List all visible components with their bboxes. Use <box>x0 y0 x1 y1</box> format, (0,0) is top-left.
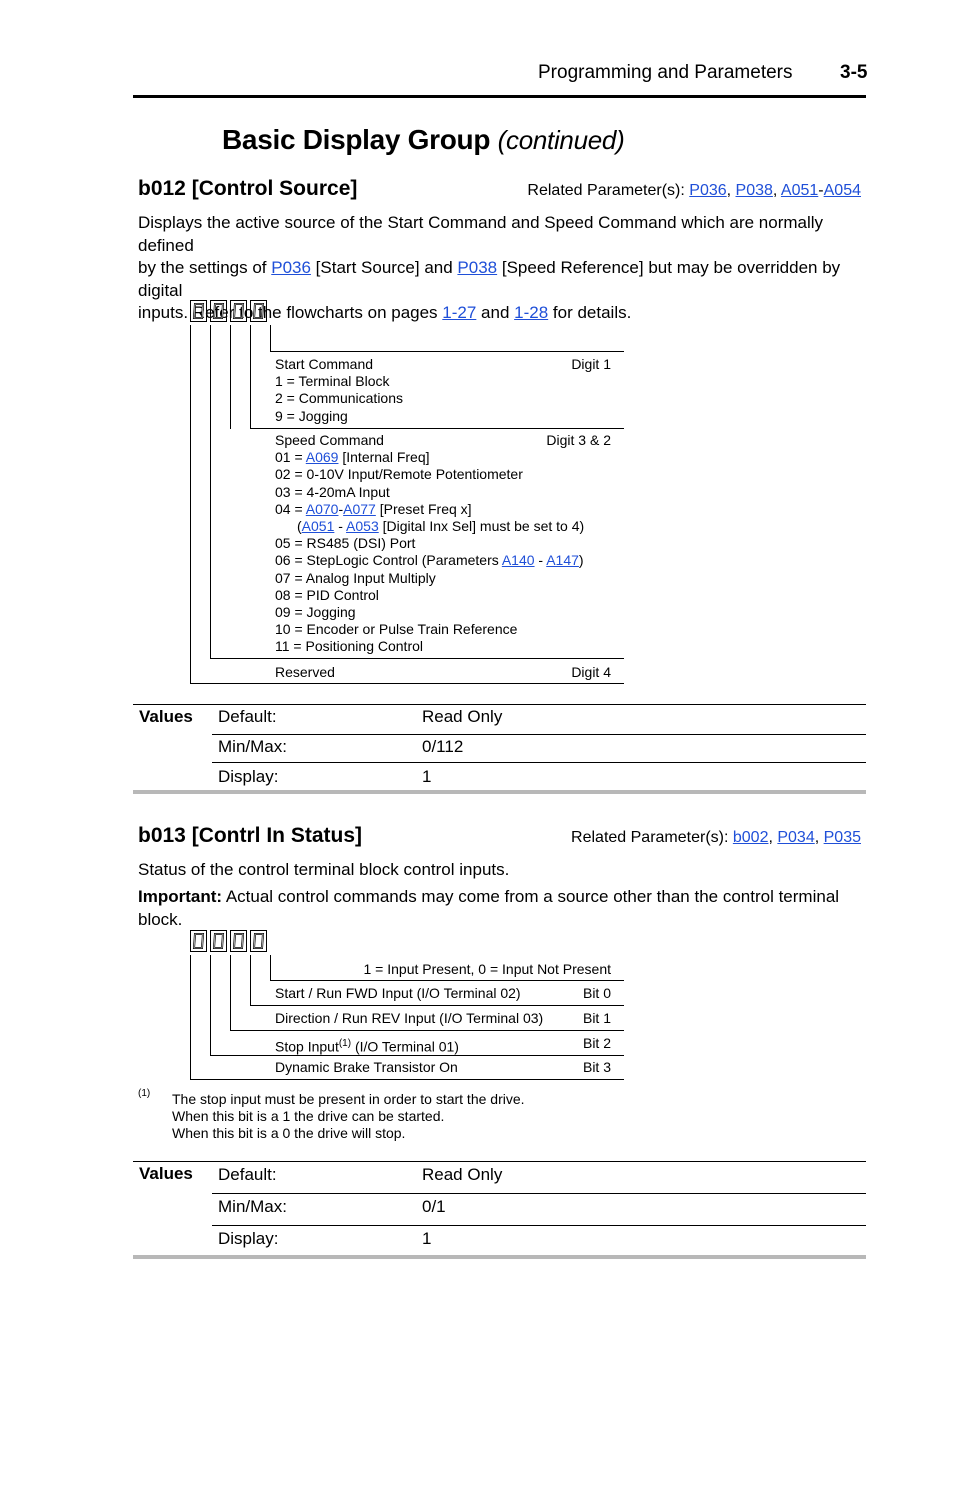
footnote-ref: (1) <box>338 1038 352 1049</box>
list-item: 01 = A069 [Internal Freq] <box>275 449 430 466</box>
lcd-digit <box>210 930 227 952</box>
values-value: 0/112 <box>422 737 464 756</box>
list-item: 05 = RS485 (DSI) Port <box>275 535 416 552</box>
values-key: Min/Max: <box>218 737 287 756</box>
bit-number: Bit 2 <box>582 1035 611 1051</box>
bit-label: Stop Input$^{(1)}$ (I/O Terminal 01) <box>275 1038 459 1055</box>
footnote <box>172 1091 525 1143</box>
list-item: 04 = A070-A077 [Preset Freq x] <box>275 500 472 517</box>
digit-label: Digit 3 & 2 <box>546 432 611 448</box>
lcd-digit <box>250 300 267 322</box>
bit-row <box>275 1010 611 1027</box>
bit-row <box>275 1035 611 1056</box>
b013-description: Status of the control terminal block control inputs. <box>138 860 510 879</box>
speed-command-block <box>275 432 611 656</box>
list-item: 08 = PID Control <box>275 586 379 603</box>
speed-command-header: Speed Command <box>275 432 384 448</box>
link-a069[interactable]: A069 <box>305 449 339 466</box>
bit-number: Bit 1 <box>582 1010 611 1026</box>
b013-important <box>138 886 868 931</box>
list-item: 11 = Positioning Control <box>275 638 423 655</box>
lcd-digit <box>190 930 207 952</box>
table-bottom-rule <box>133 790 866 794</box>
link-page-1-27[interactable]: 1-27 <box>442 303 477 322</box>
b012-related: Related Parameter(s): P036, P038, A051-A054 <box>527 182 861 199</box>
digit-label: Digit 1 <box>571 356 611 372</box>
b013-title: b013 [Contrl In Status] <box>138 824 363 847</box>
values-label: Values <box>139 1164 193 1183</box>
link-a054[interactable]: A054 <box>823 182 861 199</box>
list-item: 02 = 0-10V Input/Remote Potentiometer <box>275 466 523 483</box>
footnote-mark: (1) <box>138 1088 151 1099</box>
b012-values-table <box>133 704 866 794</box>
values-value: 1 <box>422 1229 432 1248</box>
header-section: Programming and Parameters <box>538 62 793 83</box>
lcd-digit <box>210 300 227 322</box>
link-page-1-28[interactable]: 1-28 <box>514 303 549 322</box>
link-p036[interactable]: P036 <box>689 182 727 199</box>
link-a051[interactable]: A051 <box>780 182 819 199</box>
header-rule <box>133 95 866 98</box>
list-item: 09 = Jogging <box>275 604 356 621</box>
values-key: Min/Max: <box>218 1197 287 1216</box>
link-a147[interactable]: A147 <box>546 552 579 569</box>
b013-values-table <box>133 1161 866 1259</box>
important-label: Important: <box>138 887 223 906</box>
desc-line: by the settings of P036 [Start Source] and P038 [Speed Reference] but may be overridden by digital <box>138 258 841 300</box>
start-command-header: Start Command <box>275 356 374 372</box>
link-p036[interactable]: P036 <box>271 258 311 277</box>
desc-line: inputs. Refer to the flowcharts on pages 1-27 and 1-28 for details. <box>138 303 632 322</box>
page-number: 3-5 <box>840 62 868 83</box>
list-item: 1 = Terminal Block <box>275 373 390 390</box>
bit-label: Start / Run FWD Input (I/O Terminal 02) <box>275 985 521 1001</box>
link-a051[interactable]: A051 <box>301 518 335 535</box>
footnote-line: The stop input must be present in order to start the drive. <box>172 1091 525 1107</box>
link-p035[interactable]: P035 <box>823 829 861 846</box>
link-p038[interactable]: P038 <box>735 182 773 199</box>
footnote-line: When this bit is a 0 the drive will stop. <box>172 1125 406 1142</box>
link-a053[interactable]: A053 <box>346 518 379 535</box>
lcd-digit <box>230 300 247 322</box>
link-a140[interactable]: A140 <box>501 552 535 569</box>
list-item: 10 = Encoder or Pulse Train Reference <box>275 621 518 638</box>
list-item: 2 = Communications <box>275 390 404 407</box>
link-p034[interactable]: P034 <box>777 829 815 846</box>
title-continued: (continued) <box>497 125 625 155</box>
list-item: 07 = Analog Input Multiply <box>275 569 436 586</box>
values-value: 0/1 <box>422 1197 446 1216</box>
bit-row <box>275 1059 611 1076</box>
lcd-digit <box>230 930 247 952</box>
related-label: Related Parameter(s): <box>571 829 729 846</box>
reserved-label: Reserved <box>275 664 335 680</box>
bit-row <box>275 985 611 1002</box>
page-title <box>222 124 624 156</box>
values-label: Values <box>139 707 193 726</box>
link-a077[interactable]: A077 <box>343 500 376 517</box>
values-value: Read Only <box>422 707 503 726</box>
bit-number: Bit 3 <box>582 1059 611 1075</box>
values-key: Default: <box>218 707 277 726</box>
important-text: Actual control commands may come from a source other than the control terminal block. <box>138 887 840 929</box>
list-item: 9 = Jogging <box>275 407 348 424</box>
values-key: Default: <box>218 1165 277 1184</box>
values-key: Display: <box>218 767 279 786</box>
footnote-line: When this bit is a 1 the drive can be started. <box>172 1108 445 1125</box>
lcd-digit <box>250 930 267 952</box>
values-value: 1 <box>422 767 432 786</box>
b012-title: b012 [Control Source] <box>138 177 358 200</box>
link-a070[interactable]: A070 <box>305 500 339 517</box>
digit-label: Digit 4 <box>571 664 611 680</box>
title-main: Basic Display Group <box>222 124 491 155</box>
link-p038[interactable]: P038 <box>457 258 498 277</box>
start-command-block <box>275 356 611 425</box>
list-item: 03 = 4-20mA Input <box>275 483 390 500</box>
b012-description <box>138 212 868 325</box>
bit-legend: 1 = Input Present, 0 = Input Not Present <box>363 961 611 977</box>
values-value: Read Only <box>422 1165 503 1184</box>
bit-label: Direction / Run REV Input (I/O Terminal 03) <box>275 1010 544 1026</box>
bit-label: Dynamic Brake Transistor On <box>275 1059 458 1075</box>
related-label: Related Parameter(s): <box>527 182 685 199</box>
link-b002[interactable]: b002 <box>732 829 769 846</box>
list-item: 06 = StepLogic Control (Parameters A140 - A147) <box>275 552 584 569</box>
reserved-row <box>275 664 611 681</box>
lcd-digit <box>190 300 207 322</box>
bit-number: Bit 0 <box>582 985 611 1001</box>
desc-line: Displays the active source of the Start Command and Speed Command which are normally defined <box>138 213 824 255</box>
table-bottom-rule <box>133 1255 866 1259</box>
list-item: (A051 - A053 [Digital Inx Sel] must be set to 4) <box>297 518 585 535</box>
values-key: Display: <box>218 1229 279 1248</box>
b013-related: Related Parameter(s): b002, P034, P035 <box>571 829 861 846</box>
